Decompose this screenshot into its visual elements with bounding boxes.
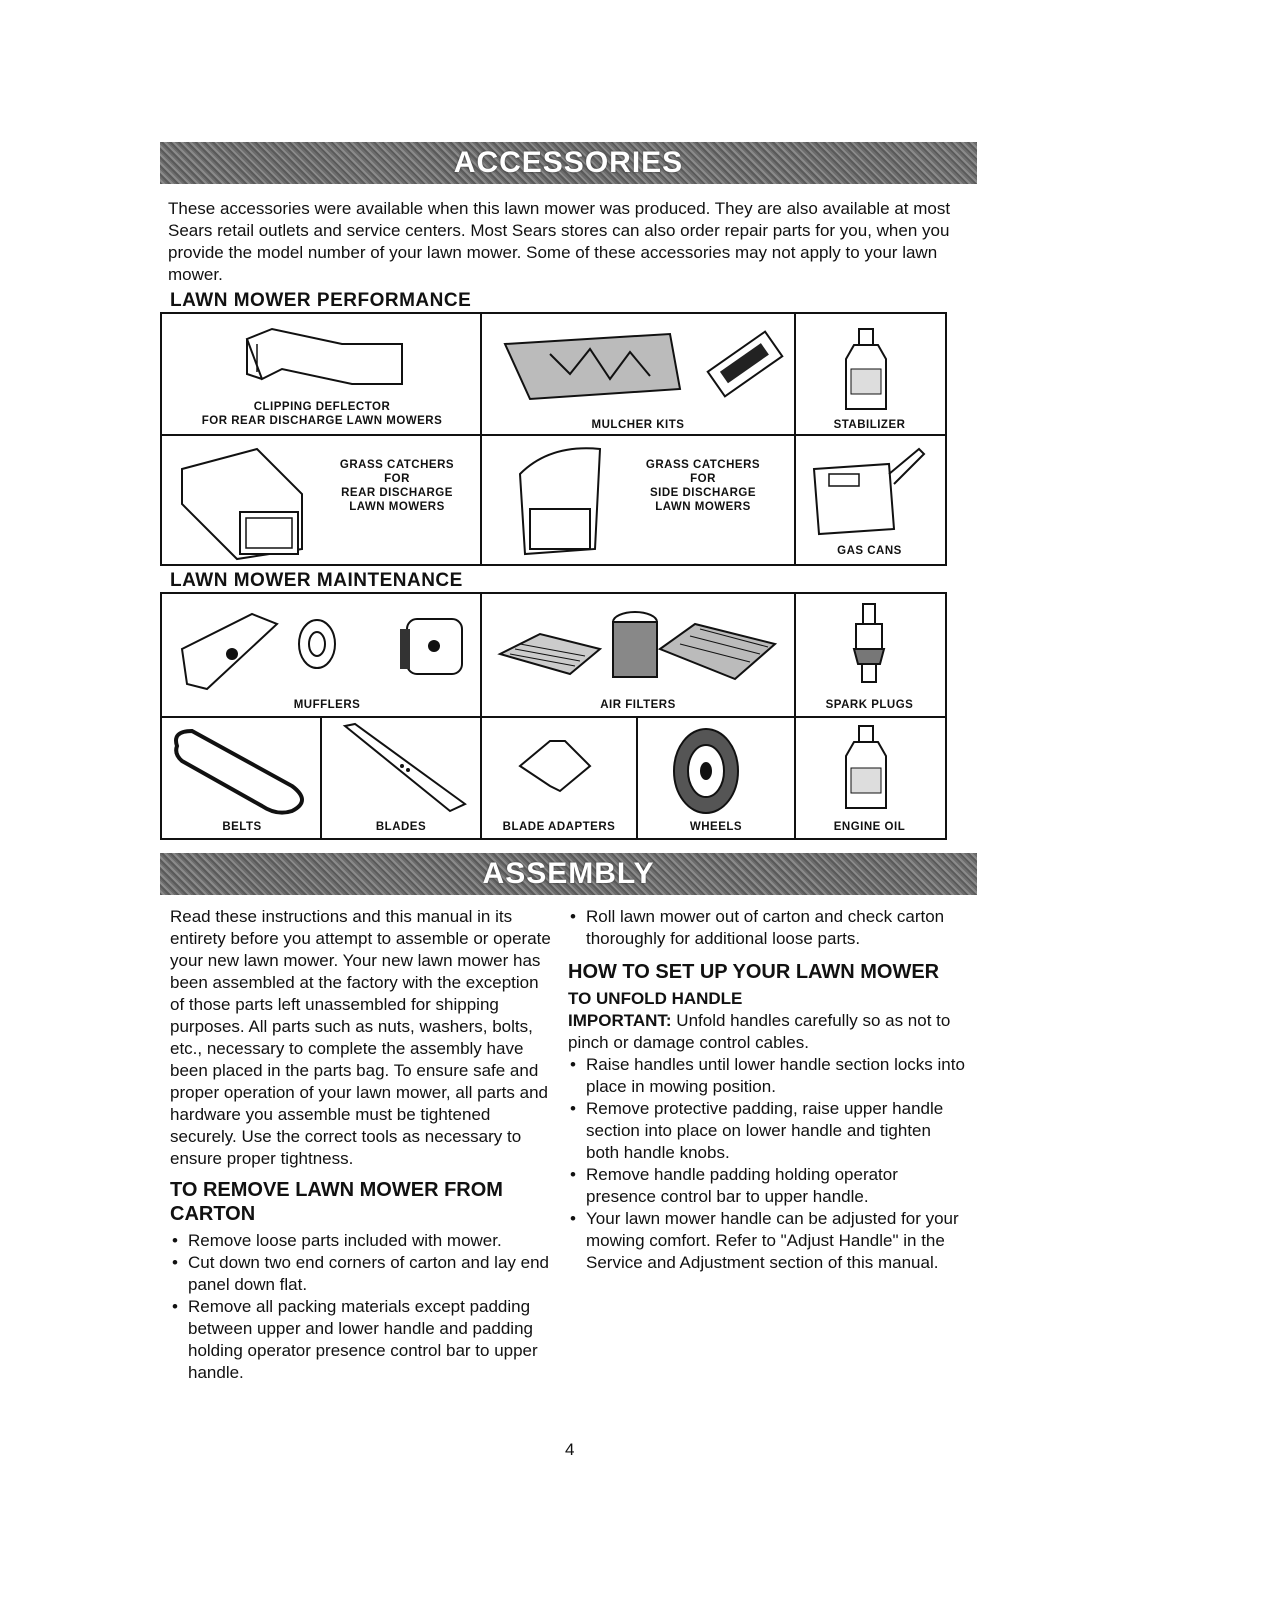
gas-cans-label: GAS CANS bbox=[837, 545, 902, 557]
blade-adapter-icon bbox=[480, 716, 638, 821]
stabilizer-label: STABILIZER bbox=[833, 419, 906, 431]
setup-heading: HOW TO SET UP YOUR LAWN MOWER bbox=[568, 961, 940, 983]
blade-adapters-label: BLADE ADAPTERS bbox=[502, 821, 616, 833]
assembly-heading: ASSEMBLY bbox=[482, 857, 655, 890]
list-item: • Remove loose parts included with mower. bbox=[170, 1230, 555, 1252]
engine-oil-label: ENGINE OIL bbox=[833, 821, 906, 833]
remove-steps-list bbox=[170, 1230, 555, 1384]
mulcher-kits-cell bbox=[480, 314, 796, 436]
engine-oil-cell bbox=[794, 716, 945, 838]
performance-heading: LAWN MOWER PERFORMANCE bbox=[170, 290, 472, 311]
side-grass-catcher-mowers: LAWN MOWERS bbox=[655, 501, 751, 513]
side-grass-catcher-label: GRASS CATCHERS bbox=[645, 459, 761, 471]
important-label: IMPORTANT: bbox=[568, 1011, 672, 1030]
accessories-intro: These accessories were available when this lawn mower was produced. They are also available at most Sears retail outlets and service centers. Most Sears stores can also order repair parts for you, when you provide the model number of your lawn mower. Some of these accessories may not apply to your lawn mower. bbox=[168, 199, 951, 284]
mufflers-label: MUFFLERS bbox=[293, 699, 361, 711]
spark-plug-icon bbox=[794, 594, 945, 694]
accessories-heading: ACCESSORIES bbox=[453, 146, 684, 179]
side-grass-catcher-for: FOR bbox=[690, 473, 716, 485]
stabilizer-cell bbox=[794, 314, 945, 436]
side-grass-catcher-icon bbox=[480, 434, 620, 564]
air-filter-icon bbox=[480, 594, 796, 699]
engine-oil-bottle-icon bbox=[794, 716, 945, 816]
clipping-deflector-label: CLIPPING DEFLECTOR bbox=[253, 401, 391, 413]
important-text: Unfold handles carefully so as not to pinch or damage control cables. bbox=[568, 1011, 951, 1052]
wheels-label: WHEELS bbox=[689, 821, 743, 833]
mufflers-cell bbox=[162, 594, 482, 718]
unfold-handle-heading: TO UNFOLD HANDLE bbox=[568, 989, 743, 1008]
list-item: • Roll lawn mower out of carton and check carton thoroughly for additional loose parts. bbox=[568, 906, 968, 950]
stabilizer-bottle-icon bbox=[794, 314, 945, 414]
side-grass-catcher-cell bbox=[480, 434, 796, 564]
assembly-right-column bbox=[568, 906, 968, 1274]
air-filters-label: AIR FILTERS bbox=[600, 699, 676, 711]
clipping-deflector-sublabel: FOR REAR DISCHARGE LAWN MOWERS bbox=[201, 415, 443, 427]
wheels-cell bbox=[636, 716, 796, 838]
page-number: 4 bbox=[565, 1440, 575, 1459]
maintenance-heading: LAWN MOWER MAINTENANCE bbox=[170, 570, 463, 591]
remove-from-carton-heading: TO REMOVE LAWN MOWER FROM CARTON bbox=[170, 1179, 503, 1225]
important-note bbox=[568, 1010, 968, 1054]
belts-label: BELTS bbox=[222, 821, 262, 833]
list-item: • Remove handle padding holding operator presence control bar to upper handle. bbox=[568, 1164, 968, 1208]
rear-grass-catcher-cell bbox=[162, 434, 482, 564]
assembly-left-column bbox=[170, 906, 555, 1384]
list-item: • Raise handles until lower handle section locks into place in mowing position. bbox=[568, 1054, 968, 1098]
gas-can-icon bbox=[794, 434, 945, 544]
clipping-deflector-cell bbox=[162, 314, 482, 436]
rear-grass-catcher-icon bbox=[162, 434, 322, 564]
rear-grass-catcher-label: GRASS CATCHERS bbox=[339, 459, 455, 471]
spark-plugs-label: SPARK PLUGS bbox=[825, 699, 914, 711]
accessories-banner bbox=[160, 142, 977, 184]
rear-grass-catcher-for: FOR bbox=[384, 473, 410, 485]
spark-plugs-cell bbox=[794, 594, 945, 718]
clipping-deflector-icon bbox=[162, 314, 482, 409]
list-item: • Your lawn mower handle can be adjusted for your mowing comfort. Refer to "Adjust Handle" in the Service and Adjustment section of this manual. bbox=[568, 1208, 968, 1274]
assembly-intro: Read these instructions and this manual in its entirety before you attempt to assemble or operate your new lawn mower. Your new lawn mower has been assembled at the factory with the exception of those parts left unassembled for shipping purposes. All parts such as nuts, washers, bolts, etc., necessary to complete the assembly have been placed in the parts bag. To ensure safe and proper operation of your lawn mower, all parts and hardware you assemble must be tightened securely. Use the correct tools as necessary to ensure proper tightness. bbox=[170, 907, 551, 1168]
mulcher-kits-label: MULCHER KITS bbox=[591, 419, 685, 431]
assembly-banner bbox=[160, 853, 977, 895]
blades-cell bbox=[320, 716, 482, 838]
side-grass-catcher-type: SIDE DISCHARGE bbox=[649, 487, 757, 499]
blades-label: BLADES bbox=[375, 821, 427, 833]
wheel-icon bbox=[636, 716, 796, 821]
belts-cell bbox=[162, 716, 322, 838]
rear-grass-catcher-mowers: LAWN MOWERS bbox=[349, 501, 445, 513]
list-item: • Remove all packing materials except padding between upper and lower handle and padding holding operator presence control bar to upper handle. bbox=[170, 1296, 555, 1384]
list-item: • Remove protective padding, raise upper handle section into place on lower handle and tighten both handle knobs. bbox=[568, 1098, 968, 1164]
blade-icon bbox=[320, 716, 482, 821]
muffler-icon bbox=[162, 594, 482, 699]
mulcher-kit-icon bbox=[480, 314, 796, 414]
gas-cans-cell bbox=[794, 434, 945, 564]
list-item: • Cut down two end corners of carton and lay end panel down flat. bbox=[170, 1252, 555, 1296]
maintenance-grid bbox=[160, 592, 947, 840]
belt-icon bbox=[162, 716, 322, 821]
performance-grid bbox=[160, 312, 947, 566]
rear-grass-catcher-type: REAR DISCHARGE bbox=[341, 487, 453, 499]
air-filters-cell bbox=[480, 594, 796, 718]
blade-adapters-cell bbox=[480, 716, 638, 838]
